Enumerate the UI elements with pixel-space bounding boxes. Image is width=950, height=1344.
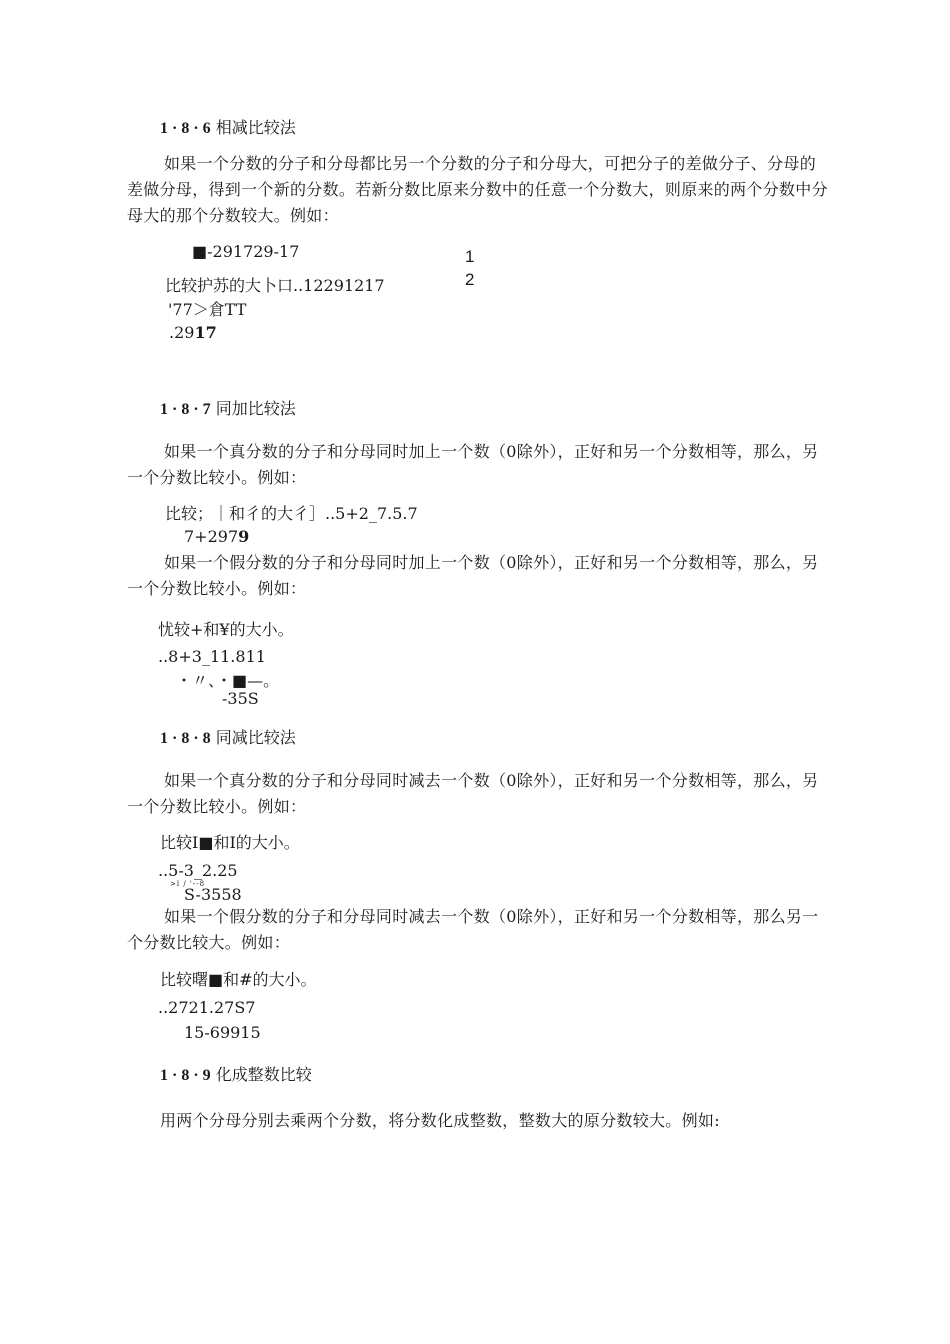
section-title: 同减比较法 [215, 728, 296, 747]
example-line: 比较I■和I的大小。 [160, 833, 300, 852]
example-line: ・〃、・■—。 [176, 671, 280, 690]
example-line: 7+2979 [184, 527, 250, 546]
example-line: -35S [222, 689, 259, 708]
example-line: >l / '--8 [170, 880, 206, 888]
example-line: ..5-3_2.25 [158, 861, 238, 880]
example-line: 比较曙■和#的大小。 [160, 970, 317, 989]
example-line: 15-69915 [184, 1023, 261, 1042]
paragraph: 如果一个真分数的分子和分母同时减去一个数（0除外），正好和另一个分数相等，那么，另一个分数比较小。例如： [127, 771, 819, 816]
section-heading-186 [160, 115, 296, 138]
example-line: 比较护苏的大卜口..12291217 [165, 276, 385, 295]
example-line: 比较；｜和彳的大彳］..5+2_7.5.7 [165, 504, 418, 523]
paragraph: 如果一个真分数的分子和分母同时加上一个数（0除外），正好和另一个分数相等，那么，另一个分数比较小。例如： [127, 442, 819, 487]
section-title: 同加比较法 [215, 399, 296, 418]
section-number: 1 · 8 · 8 [160, 730, 211, 747]
section-number: 1 · 8 · 6 [160, 120, 211, 137]
example-line: ..8+3_11.811 [158, 647, 266, 666]
example-line: S-3558 [184, 885, 242, 904]
section-heading-187 [160, 396, 296, 419]
paragraph: 如果一个假分数的分子和分母同时减去一个数（0除外），正好和另一个分数相等，那么另一个分数比较大。例如： [127, 907, 819, 952]
section-title: 化成整数比较 [215, 1065, 312, 1084]
section-number: 1 · 8 · 7 [160, 401, 211, 418]
section-heading-189 [160, 1062, 312, 1085]
example-line: '77＞倉TT [168, 300, 247, 319]
section-title: 相减比较法 [215, 118, 296, 137]
section-heading-188 [160, 725, 296, 748]
paragraph: 如果一个分数的分子和分母都比另一个分数的分子和分母大，可把分子的差做分子、分母的差做分母，得到一个新的分数。若新分数比原来分数中的任意一个分数大，则原来的两个分数中分母大的那个分数较大。例如： [127, 154, 828, 225]
fraction-denominator: 2 [465, 270, 475, 289]
paragraph: 如果一个假分数的分子和分母同时加上一个数（0除外），正好和另一个分数相等，那么，另一个分数比较小。例如： [127, 553, 819, 598]
section-number: 1 · 8 · 9 [160, 1067, 211, 1084]
paragraph: 用两个分母分别去乘两个分数，将分数化成整数，整数大的原分数较大。例如: [160, 1111, 720, 1130]
example-line: 忧较+和¥的大小。 [158, 620, 294, 639]
example-line: ..2721.27S7 [158, 998, 256, 1017]
example-line: .2917 [169, 323, 217, 342]
fraction-numerator: 1 [465, 247, 475, 266]
example-line: ■-291729-17 [192, 242, 300, 261]
